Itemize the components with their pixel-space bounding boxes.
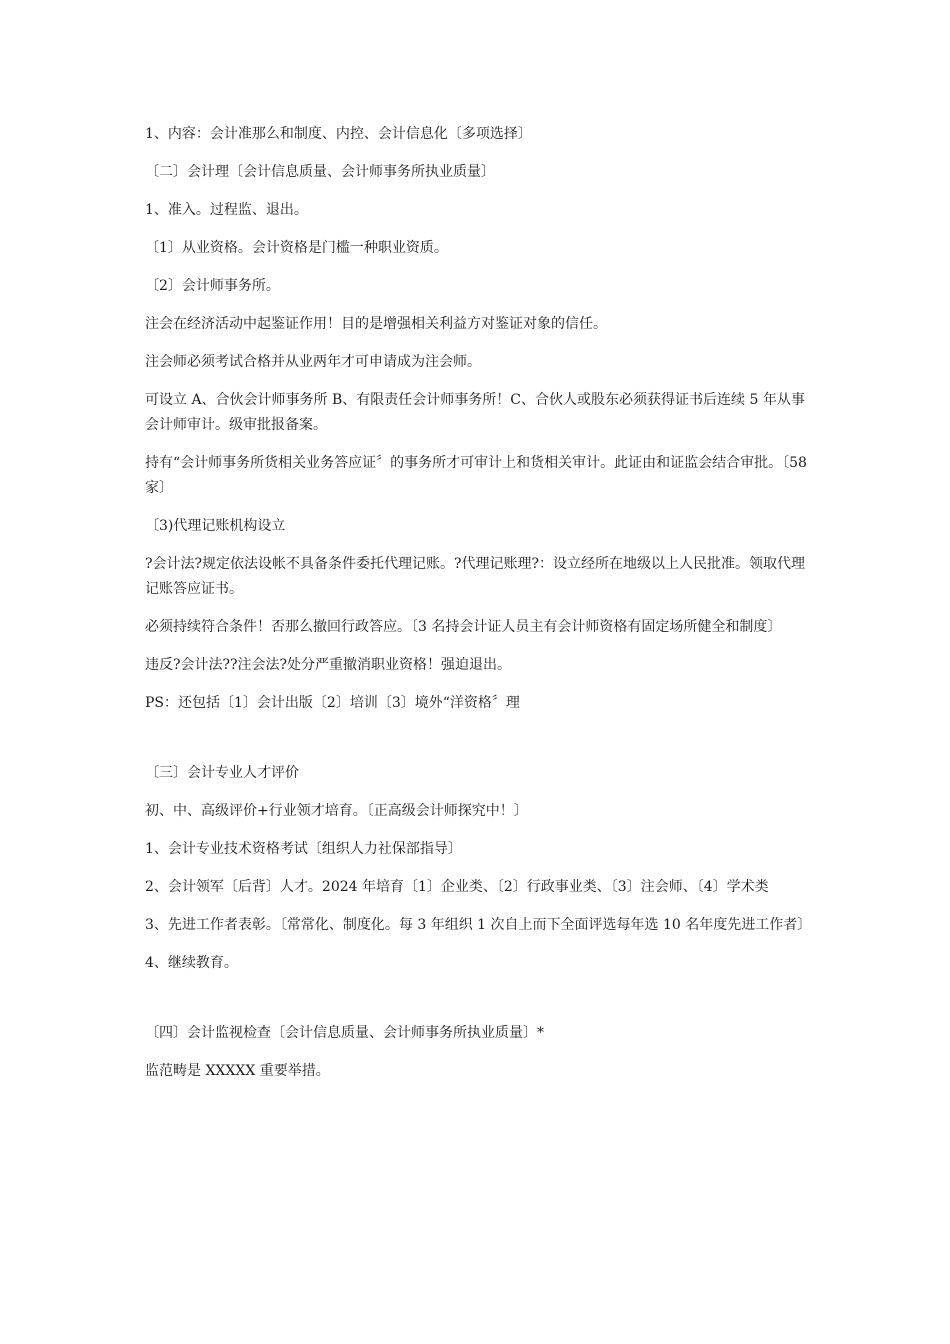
paragraph-accounting-firm: 〔2〕会计师事务所。: [145, 278, 280, 294]
heading-section-2: 〔二〕会计理〔会计信息质量、会计师事务所执业质量〕: [145, 164, 495, 180]
heading-section-3: 〔三〕会计专业人才评价: [145, 765, 299, 781]
section-gap: [145, 989, 810, 1021]
paragraph-bookkeeping-law: ?会计法?规定依法设帐不具备条件委托代理记账。?代理记账理?：设立经所在地级以上人民批准。领取代理记账答应证书。: [145, 556, 806, 597]
paragraph-bookkeeping-agency: 〔3)代理记账机构设立: [145, 518, 286, 534]
paragraph-cpa-role: 注会在经济活动中起鉴证作用！目的是增强相关利益方对鉴证对象的信任。: [145, 316, 607, 332]
paragraph-qualification: 〔1〕从业资格。会计资格是门槛一种职业资质。: [145, 240, 448, 256]
paragraph-evaluation-levels: 初、中、高级评价+行业领才培育。〔正高级会计师探究中！〕: [145, 803, 528, 819]
paragraph-securities-license: 持有“会计师事务所货相关业务答应证〞的事务所才可审计上和货相关审计。此证由和证监会结合审批。〔58 家〕: [145, 455, 807, 496]
paragraph-supervision-scope: 监范畴是 XXXXX 重要举措。: [145, 1063, 330, 1079]
paragraph-continuing-education: 4、继续教育。: [145, 955, 238, 971]
paragraph-continuous-compliance: 必须持续符合条件！否那么撤回行政答应。〔3 名持会计证人员主有会计师资格有固定场所健全和制度〕: [145, 619, 782, 635]
paragraph-leading-talent: 2、会计领军〔后背〕人才。2024 年培育〔1〕企业类、〔2〕行政事业类、〔3〕注会师、〔4〕学术类: [145, 879, 769, 895]
paragraph-ps-note: PS：还包括〔1〕会计出版〔2〕培训〔3〕境外“洋资格〞理: [145, 695, 520, 711]
paragraph-advanced-workers: 3、先进工作者表彰。〔常常化、制度化。每 3 年组织 1 次自上而下全面评选每年选 10 名年度先进工作者〕: [145, 917, 812, 933]
document-body: [145, 122, 810, 1097]
paragraph-violation: 违反?会计法??注会法?处分严重撤消职业资格！强迫退出。: [145, 657, 512, 673]
paragraph-qualification-exam: 1、会计专业技术资格考试〔组织人力社保部指导〕: [145, 841, 462, 857]
paragraph-entry-exit: 1、准入。过程监、退出。: [145, 202, 308, 218]
heading-section-4: 〔四〕会计监视检查〔会计信息质量、会计师事务所执业质量〕*: [145, 1025, 544, 1041]
paragraph-firm-types: 可设立 A、合伙会计师事务所 B、有限责任会计师事务所！C、合伙人或股东必须获得证书后连续 5 年从事会计师审计。级审批报备案。: [145, 392, 805, 433]
paragraph-content-scope: 1、内容：会计准那么和制度、内控、会计信息化〔多项选择〕: [145, 126, 532, 142]
section-gap: [145, 729, 810, 761]
paragraph-cpa-requirement: 注会师必须考试合格并从业两年才可申请成为注会师。: [145, 354, 481, 370]
